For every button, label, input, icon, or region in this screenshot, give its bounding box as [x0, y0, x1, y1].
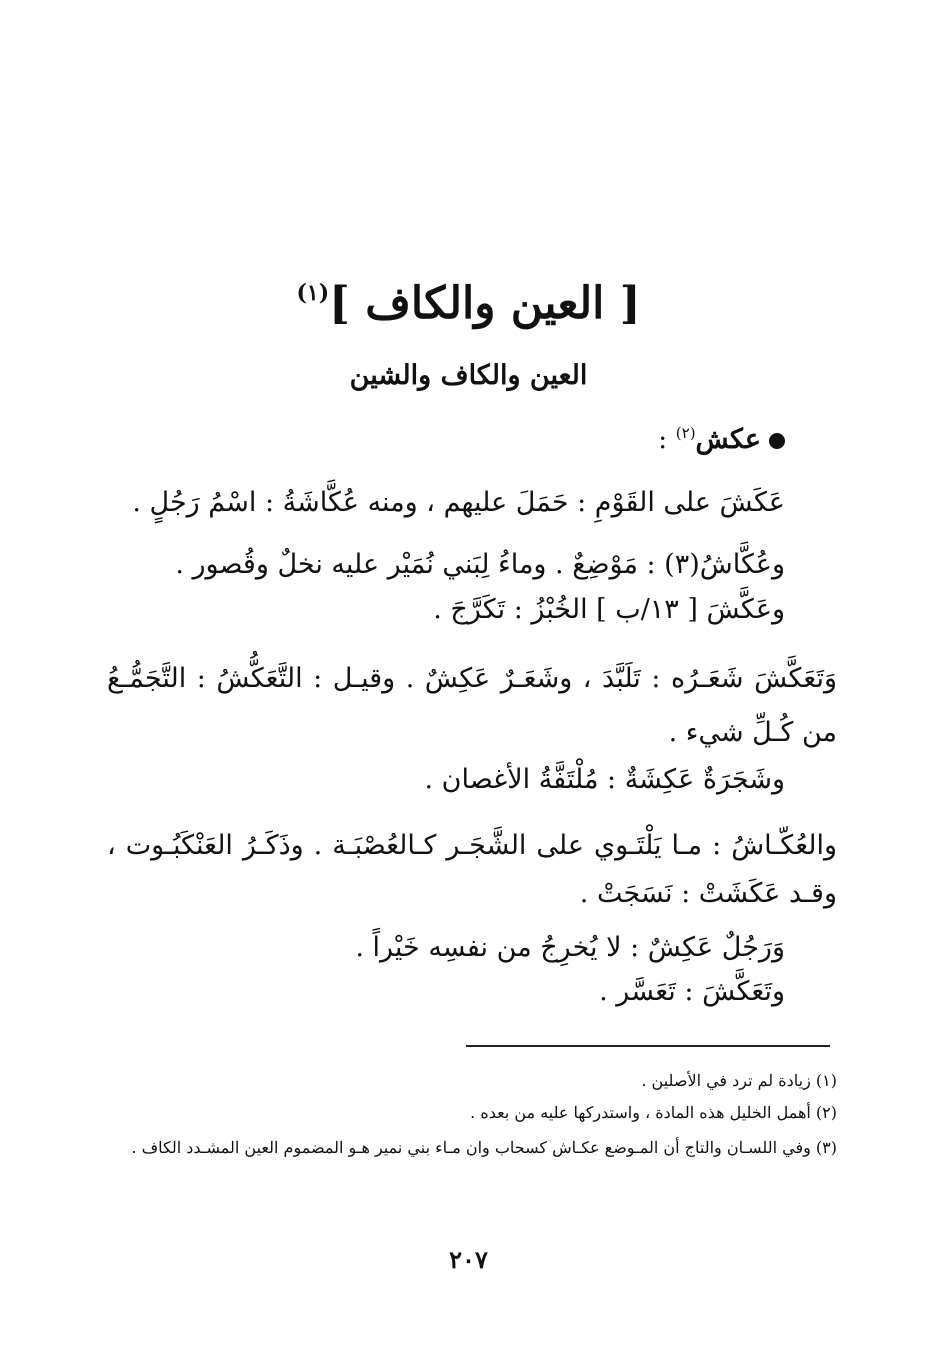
entry-line-7: وَرَجُلٌ عَكِشٌ : لا يُخرِجُ من نفسِه خَيْراً .: [355, 932, 785, 963]
entry-colon: :: [658, 424, 668, 455]
entry-footnote-ref: (٢): [675, 424, 696, 442]
entry-line-1: عَكَشَ على القَوْمِ : حَمَلَ عليهم ، ومنه عُكَّاشَةُ : اسْمُ رَجُلٍ .: [132, 487, 785, 518]
entry-line-5: وشَجَرَةٌ عَكِشَةٌ : مُلْتَفَّةُ الأغصان .: [424, 764, 785, 795]
entry-line-6: والعُكّـاشُ : مـا يَلْتَـوي على الشَّجَـر كـالعُصْبَـة . وذَكَـرُ العَنْكَبُـوت ، وقـد عَكَشَتْ : نَسَجَتْ .: [107, 830, 837, 909]
bullet-icon: [769, 433, 785, 449]
section-subtitle: العين والكاف والشين: [349, 360, 588, 391]
entry-line-8: وتَعَكَّشَ : تَعَسَّر .: [599, 976, 785, 1007]
page-number: ٢٠٧: [449, 1245, 488, 1274]
entry-line-3: وعَكَّشَ [ ١٣/ب ] الخُبْزُ : تَكَرَّجَ .: [433, 594, 785, 625]
entry-line-2: وعُكَّاشُ(٣) : مَوْضِعٌ . وماءُ لِبَني نُمَيْر عليه نخلٌ وقُصور .: [175, 549, 785, 580]
entry-word: عكش: [695, 424, 761, 455]
chapter-title-text: [ العين والكاف ]: [329, 278, 641, 329]
chapter-title-footnote-ref: (١): [296, 280, 330, 306]
footnote-divider: [466, 1045, 830, 1047]
footnote-2: (٢) أهمل الخليل هذه المادة ، واستدركها عليه من بعده .: [470, 1103, 837, 1122]
footnote-1: (١) زيادة لم ترد في الأصلين .: [641, 1071, 837, 1090]
chapter-title: [0, 278, 937, 329]
footnote-3: (٣) وفي اللسـان والتاج أن المـوضع عكـاش كسحاب وان مـاء بني نمير هـو المضموم العين المشـدد الكاف .: [131, 1138, 837, 1157]
entry-heading: [185, 424, 785, 455]
entry-line-4: وَتَعَكَّشَ شَعَـرُه : تَلَبَّدَ ، وشَعَـرٌ عَكِشٌ . وقيـل : التَّعَكُّشُ : التَّجَمُّـعُ من كُـلِّ شيء .: [107, 663, 837, 748]
